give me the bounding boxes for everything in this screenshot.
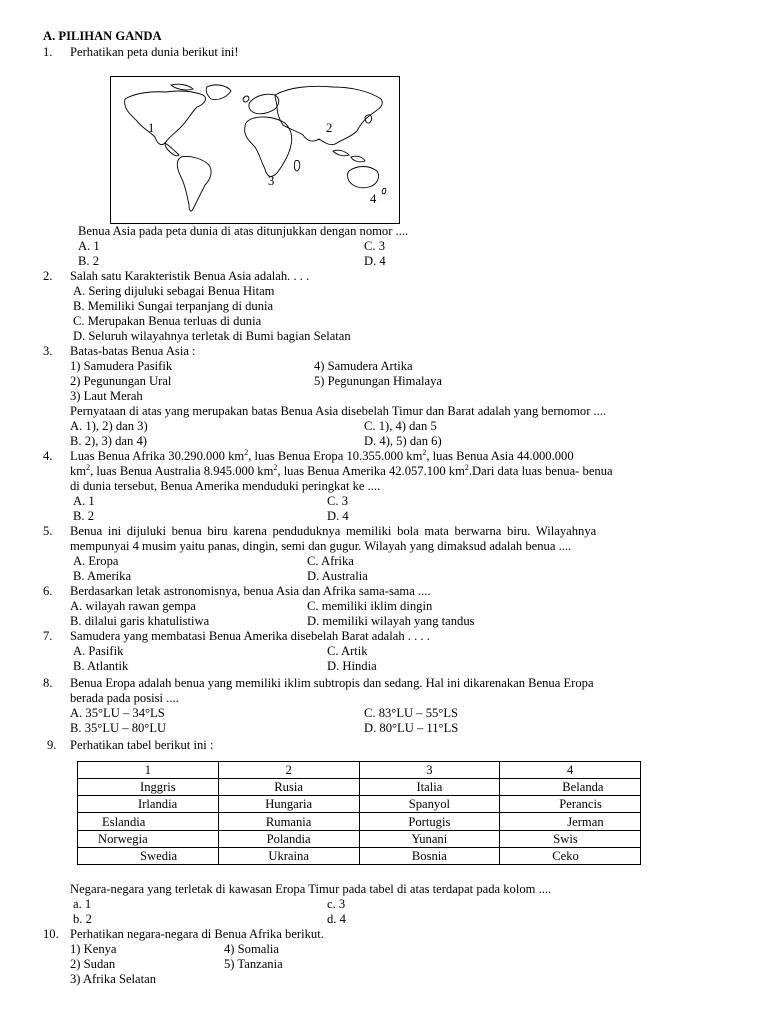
q5-option-a: A. Eropa: [73, 554, 119, 568]
table-row: [78, 796, 641, 813]
section-title: A. PILIHAN GANDA: [43, 29, 162, 43]
table-row: [78, 847, 641, 864]
q2-number: 2.: [43, 269, 53, 283]
q4-option-a: A. 1: [73, 494, 95, 508]
q4-number: 4.: [43, 449, 53, 463]
q4-option-c: C. 3: [327, 494, 348, 508]
table-cell: Eslandia: [78, 813, 219, 830]
q9-option-d: d. 4: [327, 912, 346, 926]
q1-option-b: B. 2: [78, 254, 99, 268]
q10-item-3: 3) Afrika Selatan: [70, 972, 157, 986]
q10-text: Perhatikan negara-negara di Benua Afrika berikut.: [70, 927, 324, 941]
table-cell: Belanda: [500, 779, 641, 796]
q8-line1: Benua Eropa adalah benua yang memiliki iklim subtropis dan sedang. Hal ini dikarenakan Benua Eropa: [70, 676, 594, 690]
map-label-4: 4: [370, 192, 377, 206]
table-cell: Italia: [359, 779, 500, 796]
table-header-cell: 3: [359, 762, 500, 779]
table-cell: Portugis: [359, 813, 500, 830]
q6-option-a: A. wilayah rawan gempa: [70, 599, 196, 613]
table-cell: Bosnia: [359, 847, 500, 864]
q5-line2: mempunyai 4 musim yaitu panas, dingin, semi dan gugur. Wilayah yang dimaksud adalah benua ....: [70, 539, 572, 553]
map-label-3: 3: [268, 174, 275, 188]
map-label-1: 1: [148, 121, 155, 135]
world-map: [110, 76, 400, 224]
q4-option-b: B. 2: [73, 509, 94, 523]
q4-line1: Luas Benua Afrika 30.290.000 $km^2$, luas Benua Eropa 10.355.000 $km^2$, luas Benua Asia 44.000.000: [70, 447, 574, 463]
q2-option-b: B. Memiliki Sungai terpanjang di dunia: [73, 299, 274, 313]
table-cell: Perancis: [500, 796, 641, 813]
q3-option-d: D. 4), 5) dan 6): [364, 434, 442, 448]
q7-option-b: B. Atlantik: [73, 659, 129, 673]
q2-option-c: C. Merupakan Benua terluas di dunia: [73, 314, 262, 328]
q3-item-2: 2) Pegunungan Ural: [70, 374, 172, 388]
q4-option-d: D. 4: [327, 509, 349, 523]
q10-number: 10.: [43, 927, 59, 941]
q10-item-1: 1) Kenya: [70, 942, 117, 956]
q8-number: 8.: [43, 676, 53, 690]
q5-line1: Benua ini dijuluki benua biru karena penduduknya memiliki bola mata berwarna biru. Wilayahnya: [70, 524, 597, 538]
q9-option-a: a. 1: [73, 897, 92, 911]
table-row: [78, 830, 641, 847]
q3-question: Pernyataan di atas yang merupakan batas Benua Asia disebelah Timur dan Barat adalah yang bernomor ....: [70, 404, 607, 418]
table-cell: Ceko: [500, 847, 641, 864]
q8-option-a: A. 35°LU – 34°LS: [70, 706, 165, 720]
q1-option-a: A. 1: [78, 239, 100, 253]
q3-option-a: A. 1), 2) dan 3): [70, 419, 148, 433]
q9-option-c: c. 3: [327, 897, 346, 911]
q3-item-4: 4) Samudera Artika: [314, 359, 413, 373]
table-cell: Jerman: [500, 813, 641, 830]
q3-text: Batas-batas Benua Asia :: [70, 344, 196, 358]
q10-item-4: 4) Somalia: [224, 942, 279, 956]
table-cell: Hungaria: [218, 796, 359, 813]
q2-option-d: D. Seluruh wilayahnya terletak di Bumi bagian Selatan: [73, 329, 351, 343]
table-cell: Norwegia: [78, 830, 219, 847]
q6-option-d: D. memiliki wilayah yang tandus: [307, 614, 475, 628]
q6-option-b: B. dilalui garis khatulistiwa: [70, 614, 210, 628]
q9-number: 9.: [47, 738, 57, 752]
q3-item-5: 5) Pegunungan Himalaya: [314, 374, 443, 388]
table-cell: Spanyol: [359, 796, 500, 813]
q5-option-b: B. Amerika: [73, 569, 132, 583]
q8-option-c: C. 83°LU – 55°LS: [364, 706, 459, 720]
table-row: [78, 779, 641, 796]
table-cell: Swis: [500, 830, 641, 847]
q7-option-a: A. Pasifik: [73, 644, 124, 658]
q7-option-d: D. Hindia: [327, 659, 377, 673]
q4-line2: $km^2$, luas Benua Australia 8.945.000 $km^2$, luas Benua Amerika 42.057.100 $km^2.Dari$ data luas benua- benua: [70, 462, 613, 478]
world-map-outline: [111, 77, 399, 223]
country-table: [77, 761, 641, 865]
q1-option-c: C. 3: [364, 239, 385, 253]
table-cell: Rusia: [218, 779, 359, 796]
q1-option-d: D. 4: [364, 254, 386, 268]
table-cell: Ukraina: [218, 847, 359, 864]
q6-number: 6.: [43, 584, 53, 598]
q10-item-5: 5) Tanzania: [224, 957, 283, 971]
table-cell: Swedia: [78, 847, 219, 864]
table-cell: Polandia: [218, 830, 359, 847]
q6-text: Berdasarkan letak astronomisnya, benua Asia dan Afrika sama-sama ....: [70, 584, 431, 598]
q2-text: Salah satu Karakteristik Benua Asia adalah. . . .: [70, 269, 310, 283]
q8-option-b: B. 35°LU – 80°LU: [70, 721, 167, 735]
q1-question: Benua Asia pada peta dunia di atas ditunjukkan dengan nomor ....: [78, 224, 409, 238]
q3-option-b: B. 2), 3) dan 4): [70, 434, 147, 448]
table-header-row: [78, 762, 641, 779]
table-header-cell: 2: [218, 762, 359, 779]
table-cell: Irlandia: [78, 796, 219, 813]
q2-option-a: A. Sering dijuluki sebagai Benua Hitam: [73, 284, 275, 298]
q5-option-c: C. Afrika: [307, 554, 354, 568]
table-cell: Rumania: [218, 813, 359, 830]
q5-option-d: D. Australia: [307, 569, 368, 583]
table-row: [78, 813, 641, 830]
table-cell: Yunani: [359, 830, 500, 847]
q6-option-c: C. memiliki iklim dingin: [307, 599, 433, 613]
q10-item-2: 2) Sudan: [70, 957, 116, 971]
q3-item-3: 3) Laut Merah: [70, 389, 143, 403]
q3-option-c: C. 1), 4) dan 5: [364, 419, 437, 433]
q7-number: 7.: [43, 629, 53, 643]
q1-number: 1.: [43, 45, 53, 59]
q9-text: Perhatikan tabel berikut ini :: [70, 738, 214, 752]
q9-option-b: b. 2: [73, 912, 92, 926]
q8-option-d: D. 80°LU – 11°LS: [364, 721, 459, 735]
q3-number: 3.: [43, 344, 53, 358]
q7-option-c: C. Artik: [327, 644, 368, 658]
q1-text: Perhatikan peta dunia berikut ini!: [70, 45, 239, 59]
q5-number: 5.: [43, 524, 53, 538]
table-cell: Inggris: [78, 779, 219, 796]
table-header-cell: 4: [500, 762, 641, 779]
table-header-cell: 1: [78, 762, 219, 779]
q7-text: Samudera yang membatasi Benua Amerika disebelah Barat adalah . . . .: [70, 629, 430, 643]
q3-item-1: 1) Samudera Pasifik: [70, 359, 173, 373]
q9-question: Negara-negara yang terletak di kawasan Eropa Timur pada tabel di atas terdapat pada kolom ....: [70, 882, 552, 896]
q4-line3: di dunia tersebut, Benua Amerika menduduki peringkat ke ....: [70, 479, 381, 493]
q8-line2: berada pada posisi ....: [70, 691, 179, 705]
map-label-2: 2: [326, 121, 333, 135]
